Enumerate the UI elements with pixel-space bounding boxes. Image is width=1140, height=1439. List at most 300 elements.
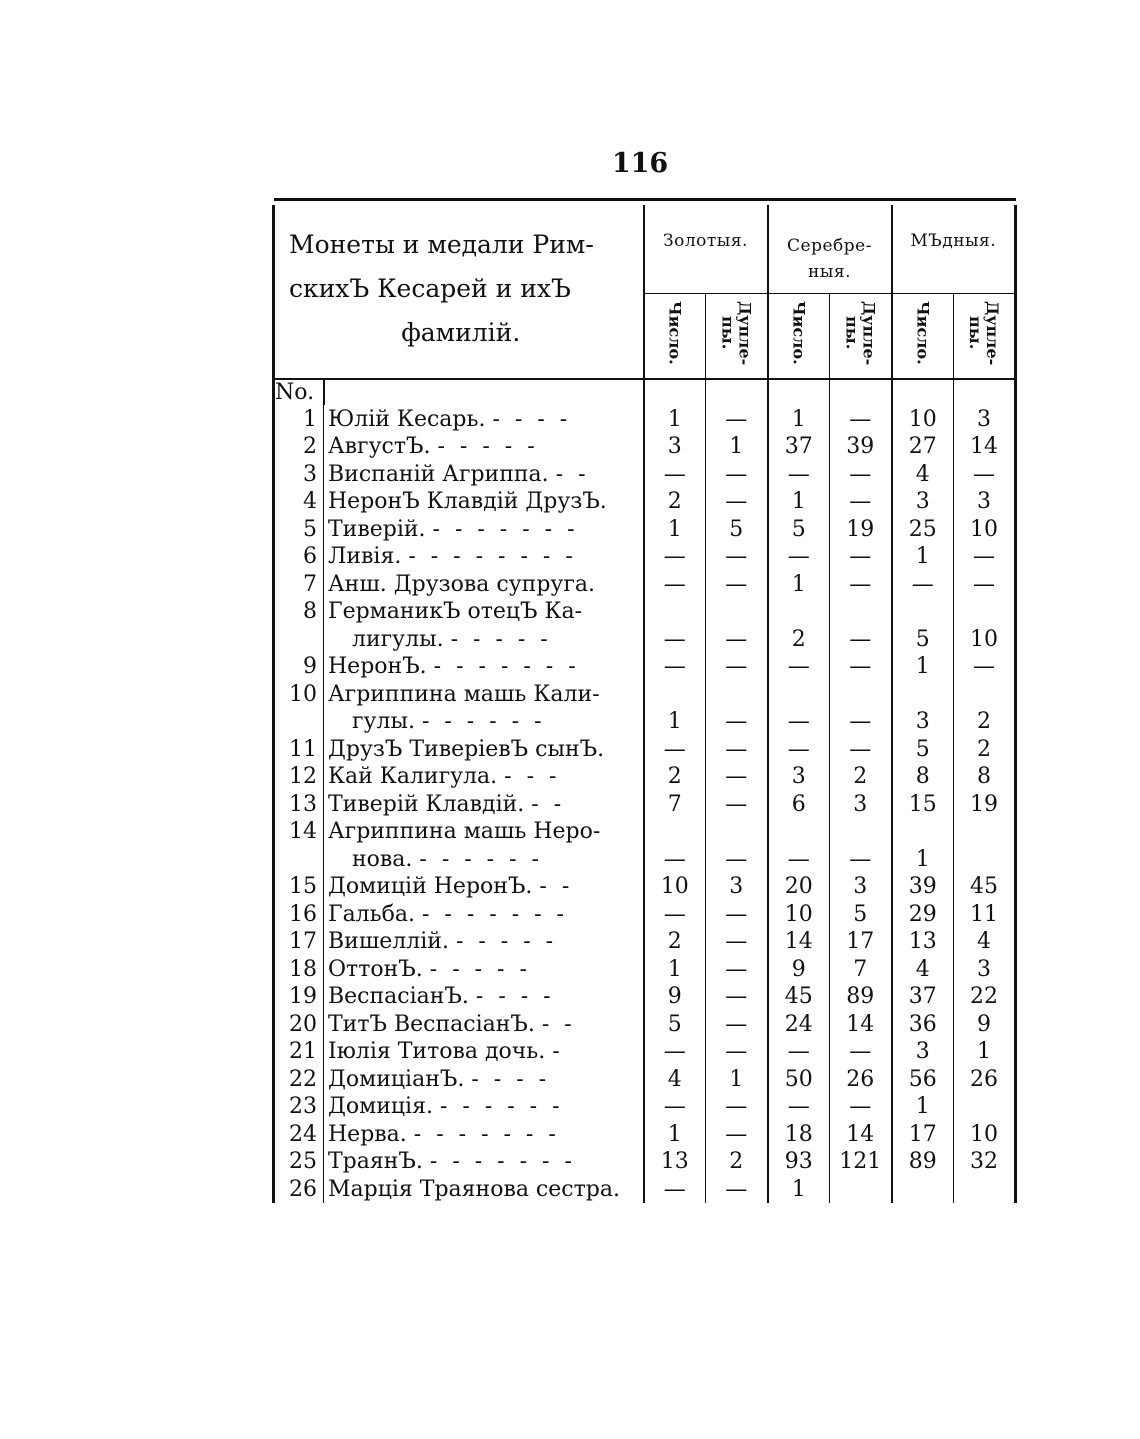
title-line-3: фамилій.: [401, 318, 521, 347]
sub-copper-dup: Дупле- пы.: [954, 294, 1016, 380]
ruler-name-text: Домиція.: [328, 1094, 433, 1119]
gold-count: [644, 680, 706, 708]
silver-count: 24: [768, 1010, 830, 1038]
copper-count: 3: [892, 1038, 954, 1066]
ruler-name-text: Марція Траянова сестра.: [328, 1176, 620, 1202]
row-number: 11: [274, 735, 324, 763]
gold-count: —: [644, 900, 706, 928]
gold-count: —: [644, 845, 706, 873]
sub-gold-count: Число.: [644, 294, 706, 380]
ruler-name: [324, 900, 644, 928]
ruler-name: [324, 488, 644, 516]
gold-count: 9: [644, 983, 706, 1011]
ruler-name: [324, 598, 644, 626]
ruler-name: [324, 460, 644, 488]
silver-count: 20: [768, 873, 830, 901]
ruler-name: [324, 818, 644, 846]
copper-duplicates: —: [954, 653, 1016, 681]
leader-dashes: - - - -: [475, 984, 555, 1009]
row-number: 5: [274, 515, 324, 543]
copper-duplicates: 14: [954, 433, 1016, 461]
silver-count: 1: [768, 488, 830, 516]
row-number: 4: [274, 488, 324, 516]
gold-duplicates: —: [706, 460, 768, 488]
gold-duplicates: —: [706, 955, 768, 983]
table-row: [274, 1120, 1016, 1148]
copper-count: 1: [892, 653, 954, 681]
silver-duplicates: —: [830, 543, 892, 571]
copper-duplicates: 32: [954, 1148, 1016, 1176]
table-row: [274, 460, 1016, 488]
silver-duplicates: [830, 680, 892, 708]
ruler-name-text: ТраянЪ.: [328, 1149, 423, 1174]
copper-count: 89: [892, 1148, 954, 1176]
copper-duplicates: 2: [954, 735, 1016, 763]
table-row: [274, 1093, 1016, 1121]
silver-count: 9: [768, 955, 830, 983]
row-number: 1: [274, 405, 324, 433]
table-row: [274, 763, 1016, 791]
table-row: [274, 515, 1016, 543]
silver-duplicates: 5: [830, 900, 892, 928]
gold-count: 1: [644, 955, 706, 983]
copper-duplicates: 3: [954, 405, 1016, 433]
silver-duplicates: —: [830, 708, 892, 736]
copper-duplicates: [954, 1093, 1016, 1121]
ruler-name: [324, 405, 644, 433]
ruler-name: [324, 570, 644, 598]
title-line-2: скихЪ Кесарей и ихЪ: [289, 274, 571, 303]
gold-count: 1: [644, 515, 706, 543]
table-row: [274, 570, 1016, 598]
row-number: 10: [274, 680, 324, 708]
ruler-name-text: Вишеллій.: [328, 929, 449, 954]
table-row: [274, 598, 1016, 626]
ruler-name-text: Кай Калигула.: [328, 764, 498, 789]
table-row: [274, 735, 1016, 763]
row-number: 2: [274, 433, 324, 461]
sub-copper-count: Число.: [892, 294, 954, 380]
leader-dashes: - - - - - - -: [422, 901, 568, 927]
silver-duplicates: 26: [830, 1065, 892, 1093]
gold-duplicates: —: [706, 708, 768, 736]
copper-count: [892, 818, 954, 846]
ruler-name: [324, 708, 644, 736]
copper-count: [892, 680, 954, 708]
silver-count: 45: [768, 983, 830, 1011]
copper-count: 5: [892, 625, 954, 653]
leader-dashes: - - - - - -: [421, 709, 546, 734]
table-row: [274, 845, 1016, 873]
ruler-name-text: НеронЪ.: [328, 654, 427, 679]
coin-inventory-table: [272, 198, 1017, 1203]
table-row: [274, 708, 1016, 736]
ruler-name-text: Виспаній Агриппа.: [328, 461, 549, 487]
copper-duplicates: 10: [954, 625, 1016, 653]
silver-count: —: [768, 1093, 830, 1121]
gold-count: 5: [644, 1010, 706, 1038]
copper-duplicates: 1: [954, 1038, 1016, 1066]
row-number: 13: [274, 790, 324, 818]
gold-duplicates: 3: [706, 873, 768, 901]
copper-count: 56: [892, 1065, 954, 1093]
copper-duplicates: —: [954, 543, 1016, 571]
silver-duplicates: 14: [830, 1120, 892, 1148]
copper-duplicates: 3: [954, 955, 1016, 983]
gold-count: 10: [644, 873, 706, 901]
table-row: [274, 653, 1016, 681]
silver-duplicates: 39: [830, 433, 892, 461]
table-row: [274, 625, 1016, 653]
silver-count: 2: [768, 625, 830, 653]
silver-count: 37: [768, 433, 830, 461]
silver-duplicates: [830, 1175, 892, 1203]
gold-duplicates: 2: [706, 1148, 768, 1176]
sub-silver-dup: Дупле- пы.: [830, 294, 892, 380]
table-row: [274, 1065, 1016, 1093]
silver-count: 18: [768, 1120, 830, 1148]
ruler-name-text: Тиверій Клавдій.: [328, 791, 525, 817]
copper-count: —: [892, 570, 954, 598]
silver-duplicates: 89: [830, 983, 892, 1011]
silver-count: —: [768, 735, 830, 763]
copper-count: 37: [892, 983, 954, 1011]
leader-dashes: - - - -: [492, 406, 572, 432]
copper-duplicates: 8: [954, 763, 1016, 791]
copper-duplicates: [954, 598, 1016, 626]
row-number: [274, 708, 324, 736]
group-copper: МЪдныя.: [892, 205, 1016, 294]
leader-dashes: - - -: [504, 764, 561, 789]
leader-dashes: - - - -: [471, 1066, 551, 1092]
gold-duplicates: —: [706, 653, 768, 681]
table-row: [274, 405, 1016, 433]
leader-dashes: - - - - -: [429, 956, 531, 982]
row-number: 20: [274, 1010, 324, 1038]
ruler-name-text: Домицій НеронЪ.: [328, 874, 533, 899]
silver-count: 93: [768, 1148, 830, 1176]
leader-dashes: - - - - - - -: [413, 1121, 560, 1147]
gold-duplicates: [706, 598, 768, 626]
ruler-name-text: ТитЪ ВеспасіанЪ.: [328, 1011, 535, 1037]
ruler-name: [324, 845, 644, 873]
gold-count: 7: [644, 790, 706, 818]
copper-count: [892, 1175, 954, 1203]
leader-dashes: - -: [555, 461, 590, 487]
ruler-name: [324, 543, 644, 571]
silver-count: —: [768, 653, 830, 681]
silver-duplicates: 17: [830, 928, 892, 956]
gold-count: —: [644, 460, 706, 488]
copper-count: [892, 598, 954, 626]
silver-count: —: [768, 543, 830, 571]
ruler-name: [324, 1093, 644, 1121]
silver-duplicates: —: [830, 1093, 892, 1121]
silver-duplicates: 3: [830, 873, 892, 901]
row-number: 15: [274, 873, 324, 901]
row-number: 17: [274, 928, 324, 956]
silver-count: [768, 598, 830, 626]
gold-duplicates: 1: [706, 1065, 768, 1093]
copper-count: 3: [892, 708, 954, 736]
gold-count: —: [644, 735, 706, 763]
row-number: 6: [274, 543, 324, 571]
ruler-name-text: Агриппина машь Неро-: [328, 819, 601, 844]
gold-count: —: [644, 1093, 706, 1121]
gold-duplicates: —: [706, 405, 768, 433]
silver-duplicates: —: [830, 405, 892, 433]
table-row: [274, 543, 1016, 571]
leader-dashes: - - - - - -: [419, 846, 543, 872]
leader-dashes: - - - - - - -: [429, 1149, 576, 1174]
leader-dashes: - -: [541, 1011, 576, 1037]
ruler-name-text: Нерва.: [328, 1121, 407, 1147]
silver-duplicates: [830, 818, 892, 846]
ruler-name-text: нова.: [352, 846, 413, 872]
copper-count: 1: [892, 1093, 954, 1121]
ruler-name-text: Анш. Друзова супруга.: [328, 571, 596, 597]
gold-count: —: [644, 543, 706, 571]
copper-duplicates: [954, 680, 1016, 708]
table-row: [274, 488, 1016, 516]
copper-count: 27: [892, 433, 954, 461]
gold-duplicates: —: [706, 1010, 768, 1038]
page-number: 116: [611, 148, 669, 179]
silver-count: [768, 818, 830, 846]
copper-duplicates: —: [954, 570, 1016, 598]
silver-count: 6: [768, 790, 830, 818]
silver-duplicates: 14: [830, 1010, 892, 1038]
gold-duplicates: —: [706, 845, 768, 873]
ruler-name-text: АвгустЪ.: [328, 434, 431, 459]
silver-count: 5: [768, 515, 830, 543]
copper-count: 10: [892, 405, 954, 433]
leader-dashes: - - - - - - -: [432, 516, 579, 542]
ruler-name: [324, 1148, 644, 1176]
gold-count: 13: [644, 1148, 706, 1176]
ruler-name-text: ВеспасіанЪ.: [328, 984, 469, 1009]
ruler-name: [324, 873, 644, 901]
gold-duplicates: —: [706, 983, 768, 1011]
silver-count: 50: [768, 1065, 830, 1093]
gold-count: —: [644, 1038, 706, 1066]
copper-count: 1: [892, 543, 954, 571]
copper-count: 15: [892, 790, 954, 818]
copper-count: 25: [892, 515, 954, 543]
silver-count: 14: [768, 928, 830, 956]
ruler-name: [324, 1175, 644, 1203]
row-number: 25: [274, 1148, 324, 1176]
leader-dashes: - - - - - - - -: [408, 544, 577, 569]
copper-duplicates: [954, 845, 1016, 873]
gold-count: —: [644, 1175, 706, 1203]
gold-count: —: [644, 570, 706, 598]
gold-duplicates: [706, 818, 768, 846]
gold-duplicates: —: [706, 735, 768, 763]
table-row: [274, 1010, 1016, 1038]
copper-duplicates: [954, 1175, 1016, 1203]
table-row: [274, 955, 1016, 983]
gold-duplicates: —: [706, 570, 768, 598]
gold-count: 2: [644, 763, 706, 791]
ruler-name-text: ДомиціанЪ.: [328, 1066, 465, 1092]
ruler-name: [324, 790, 644, 818]
gold-count: 3: [644, 433, 706, 461]
sub-silver-count: Число.: [768, 294, 830, 380]
silver-duplicates: —: [830, 1038, 892, 1066]
copper-duplicates: 2: [954, 708, 1016, 736]
no-label: No.: [274, 379, 324, 405]
row-number: 3: [274, 460, 324, 488]
row-number: 22: [274, 1065, 324, 1093]
gold-count: —: [644, 653, 706, 681]
copper-duplicates: 19: [954, 790, 1016, 818]
row-number: 26: [274, 1175, 324, 1203]
copper-count: 4: [892, 460, 954, 488]
silver-count: —: [768, 1038, 830, 1066]
row-number: 8: [274, 598, 324, 626]
silver-duplicates: 19: [830, 515, 892, 543]
group-gold: Золотыя.: [644, 205, 768, 294]
ruler-name-text: Агриппина машь Кали-: [328, 681, 600, 707]
gold-count: 2: [644, 488, 706, 516]
row-number: 16: [274, 900, 324, 928]
table-row: [274, 818, 1016, 846]
gold-count: [644, 818, 706, 846]
copper-duplicates: 9: [954, 1010, 1016, 1038]
silver-count: 1: [768, 405, 830, 433]
row-number: 18: [274, 955, 324, 983]
ruler-name: [324, 1010, 644, 1038]
ruler-name: [324, 928, 644, 956]
copper-duplicates: 3: [954, 488, 1016, 516]
copper-count: 8: [892, 763, 954, 791]
copper-count: 5: [892, 735, 954, 763]
silver-duplicates: —: [830, 488, 892, 516]
ruler-name: [324, 983, 644, 1011]
row-number: 9: [274, 653, 324, 681]
leader-dashes: - - - - - -: [439, 1094, 564, 1119]
copper-duplicates: 45: [954, 873, 1016, 901]
gold-duplicates: —: [706, 900, 768, 928]
copper-count: 1: [892, 845, 954, 873]
ruler-name-text: ДрузЪ ТиверіевЪ сынЪ.: [328, 736, 605, 762]
copper-count: 17: [892, 1120, 954, 1148]
gold-duplicates: [706, 680, 768, 708]
copper-duplicates: 10: [954, 515, 1016, 543]
gold-duplicates: —: [706, 488, 768, 516]
header-row-groups: [274, 205, 1016, 294]
silver-count: 1: [768, 1175, 830, 1203]
copper-duplicates: [954, 818, 1016, 846]
copper-duplicates: 11: [954, 900, 1016, 928]
silver-duplicates: —: [830, 460, 892, 488]
ruler-name-text: Ливія.: [328, 544, 402, 569]
silver-count: —: [768, 845, 830, 873]
gold-count: 1: [644, 405, 706, 433]
ruler-name: [324, 680, 644, 708]
ruler-name: [324, 1120, 644, 1148]
copper-count: 36: [892, 1010, 954, 1038]
leader-dashes: - - - - -: [455, 929, 558, 954]
leader-dashes: - -: [539, 874, 574, 899]
copper-duplicates: 4: [954, 928, 1016, 956]
leader-dashes: - -: [531, 791, 566, 817]
gold-duplicates: —: [706, 928, 768, 956]
gold-duplicates: —: [706, 1175, 768, 1203]
row-number: 24: [274, 1120, 324, 1148]
gold-count: [644, 598, 706, 626]
title-line-1: Монеты и медали Рим-: [289, 230, 594, 259]
table-title: [274, 205, 644, 379]
silver-duplicates: 7: [830, 955, 892, 983]
sub-gold-dup: Дупле- пы.: [706, 294, 768, 380]
gold-duplicates: —: [706, 1120, 768, 1148]
ruler-name: [324, 1038, 644, 1066]
gold-duplicates: —: [706, 790, 768, 818]
row-number: 21: [274, 1038, 324, 1066]
gold-duplicates: —: [706, 1038, 768, 1066]
silver-duplicates: —: [830, 570, 892, 598]
table-row: [274, 790, 1016, 818]
copper-count: 39: [892, 873, 954, 901]
ruler-name-text: НеронЪ Клавдій ДрузЪ.: [328, 489, 607, 514]
gold-count: 1: [644, 708, 706, 736]
silver-duplicates: —: [830, 625, 892, 653]
group-silver: Серебре- ныя.: [768, 205, 892, 294]
ruler-name-text: Юлій Кесарь.: [328, 406, 486, 432]
gold-count: 1: [644, 1120, 706, 1148]
silver-duplicates: 121: [830, 1148, 892, 1176]
ruler-name: [324, 433, 644, 461]
row-number: 12: [274, 763, 324, 791]
table-row: [274, 873, 1016, 901]
ruler-name: [324, 735, 644, 763]
copper-duplicates: 22: [954, 983, 1016, 1011]
table-row: [274, 900, 1016, 928]
leader-dashes: -: [552, 1039, 564, 1064]
ruler-name-text: Іюлія Титова дочь.: [328, 1039, 546, 1064]
silver-duplicates: [830, 598, 892, 626]
copper-count: 3: [892, 488, 954, 516]
ruler-name-text: гулы.: [352, 709, 415, 734]
copper-count: 29: [892, 900, 954, 928]
table-row: [274, 1038, 1016, 1066]
silver-duplicates: 3: [830, 790, 892, 818]
ruler-name: [324, 763, 644, 791]
silver-count: 10: [768, 900, 830, 928]
silver-duplicates: 2: [830, 763, 892, 791]
silver-duplicates: —: [830, 735, 892, 763]
gold-duplicates: —: [706, 543, 768, 571]
row-number: 14: [274, 818, 324, 846]
table-row: [274, 983, 1016, 1011]
table-row: [274, 433, 1016, 461]
copper-count: 13: [892, 928, 954, 956]
copper-duplicates: —: [954, 460, 1016, 488]
gold-count: 4: [644, 1065, 706, 1093]
copper-duplicates: 10: [954, 1120, 1016, 1148]
copper-count: 4: [892, 955, 954, 983]
silver-count: 1: [768, 570, 830, 598]
gold-duplicates: 5: [706, 515, 768, 543]
ruler-name: [324, 515, 644, 543]
gold-duplicates: —: [706, 1093, 768, 1121]
ruler-name-text: ГерманикЪ отецЪ Ка-: [328, 599, 583, 624]
table-row: [274, 1148, 1016, 1176]
silver-count: 3: [768, 763, 830, 791]
row-number: 23: [274, 1093, 324, 1121]
